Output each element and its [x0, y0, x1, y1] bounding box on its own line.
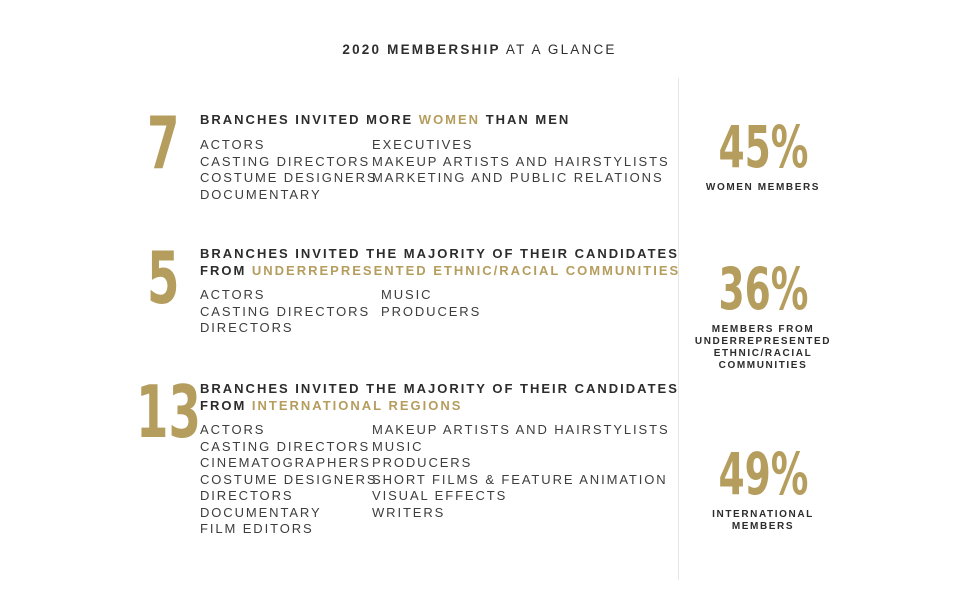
branch-item: VISUAL EFFECTS	[372, 488, 508, 503]
section-number: 5	[147, 236, 180, 320]
title-rest: AT A GLANCE	[505, 42, 617, 57]
branch-item: MARKETING AND PUBLIC RELATIONS	[372, 170, 664, 185]
stat-underrepresented-members	[680, 255, 846, 372]
branch-item: ACTORS	[200, 287, 266, 302]
headline-line	[200, 397, 679, 414]
branch-item: DOCUMENTARY	[200, 186, 322, 202]
branch-item: MAKEUP ARTISTS AND HAIRSTYLISTS	[372, 422, 670, 437]
headline-line: BRANCHES INVITED THE MAJORITY OF THEIR CANDIDATES	[200, 246, 679, 261]
branch-item: CASTING DIRECTORS	[200, 303, 371, 319]
stat-label: WOMEN MEMBERS	[705, 182, 821, 193]
stat-international-members	[680, 440, 846, 533]
branch-item: DOCUMENTARY	[200, 504, 322, 520]
branch-item: COSTUME DESIGNERS	[200, 471, 378, 487]
stat-value: 36%	[718, 255, 808, 323]
headline-line	[200, 262, 680, 279]
headline-line: BRANCHES INVITED THE MAJORITY OF THEIR CANDIDATES	[200, 381, 679, 396]
headline-part: FROM	[200, 263, 252, 278]
branch-item: FILM EDITORS	[200, 521, 314, 536]
headline-part: BRANCHES INVITED MORE	[200, 112, 419, 127]
section-number: 13	[136, 370, 201, 454]
branch-item: COSTUME DESIGNERS	[200, 170, 378, 185]
branch-item: CINEMATOGRAPHERS	[200, 455, 371, 470]
stat-label: MEMBERS FROM UNDERREPRESENTED ETHNIC/RACIAL COMMUNITIES	[694, 324, 832, 371]
branch-item: MUSIC	[372, 438, 424, 454]
title-bold: 2020 MEMBERSHIP	[342, 42, 501, 57]
branch-item: MUSIC	[381, 287, 433, 302]
column-divider	[678, 78, 679, 580]
page-title	[0, 42, 959, 57]
branch-item: ACTORS	[200, 422, 266, 437]
headline-highlight: INTERNATIONAL REGIONS	[251, 398, 463, 413]
branch-list-right	[381, 287, 481, 320]
section-headline	[200, 245, 680, 279]
branch-item: CASTING DIRECTORS	[200, 153, 371, 169]
headline-highlight: WOMEN	[418, 112, 481, 127]
branch-item: WRITERS	[372, 504, 446, 520]
branch-list-right	[372, 422, 670, 521]
branch-item: PRODUCERS	[381, 303, 482, 319]
branch-item: MAKEUP ARTISTS AND HAIRSTYLISTS	[372, 153, 670, 169]
branch-list-left	[200, 137, 377, 203]
branch-item: ACTORS	[200, 137, 266, 152]
section-headline	[200, 111, 570, 128]
branch-item: CASTING DIRECTORS	[200, 438, 371, 454]
headline-highlight: UNDERREPRESENTED ETHNIC/RACIAL COMMUNITIES	[251, 263, 681, 278]
headline-part: THAN MEN	[480, 112, 571, 127]
stat-value: 45%	[718, 113, 808, 181]
section-number: 7	[147, 101, 180, 185]
stat-value: 49%	[718, 440, 808, 508]
branch-item: DIRECTORS	[200, 320, 294, 335]
stat-women-members	[680, 113, 846, 194]
branch-list-right	[372, 137, 670, 187]
branch-item: PRODUCERS	[372, 455, 473, 470]
branch-list-left	[200, 422, 377, 538]
branch-item: SHORT FILMS & FEATURE ANIMATION	[372, 471, 668, 487]
branch-item: DIRECTORS	[200, 488, 294, 503]
section-headline	[200, 380, 679, 414]
stat-label: INTERNATIONAL MEMBERS	[712, 509, 814, 532]
branch-list-left	[200, 287, 370, 337]
branch-item: EXECUTIVES	[372, 137, 474, 152]
headline-part: FROM	[200, 398, 252, 413]
